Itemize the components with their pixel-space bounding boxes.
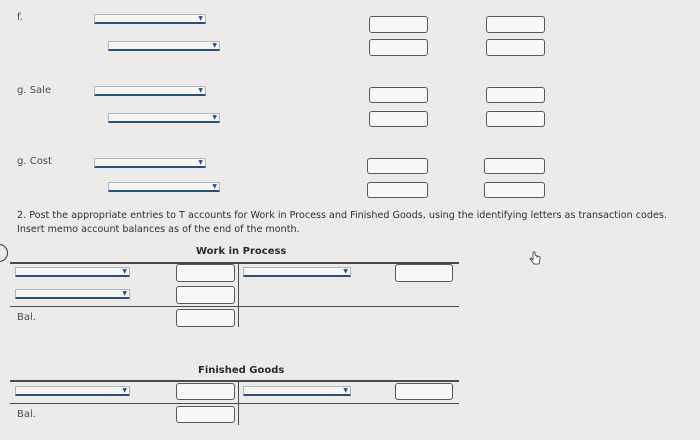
- credit-amount-g-sale-1[interactable]: [486, 87, 545, 103]
- debit-amount-g-cost-1[interactable]: [367, 158, 428, 174]
- chevron-down-icon: ▼: [212, 183, 217, 190]
- chevron-down-icon: ▼: [122, 268, 127, 275]
- fg-balance-amount[interactable]: [176, 406, 235, 423]
- t-account-total-line-fg: [10, 403, 459, 404]
- radio-button-partial[interactable]: [0, 244, 8, 262]
- debit-amount-f-2[interactable]: [369, 39, 428, 56]
- credit-amount-g-cost-1[interactable]: [484, 158, 545, 174]
- debit-amount-f-1[interactable]: [369, 16, 428, 33]
- debit-amount-g-cost-2[interactable]: [367, 182, 428, 198]
- debit-amount-g-sale-1[interactable]: [369, 87, 428, 103]
- chevron-down-icon: ▼: [198, 15, 203, 22]
- chevron-down-icon: ▼: [343, 387, 348, 394]
- t-account-title-fg: Finished Goods: [198, 365, 285, 376]
- chevron-down-icon: ▼: [212, 42, 217, 49]
- t-account-top-line-fg: [10, 380, 459, 382]
- account-dropdown-g-sale-credit[interactable]: [108, 113, 220, 123]
- instruction-line-1: 2. Post the appropriate entries to T accounts for Work in Process and Finished Goods, using the identifying letters as transaction codes.: [17, 210, 667, 221]
- wip-debit-amount-2[interactable]: [176, 286, 235, 304]
- fg-credit-amount-1[interactable]: [395, 383, 453, 400]
- wip-credit-amount-1[interactable]: [395, 264, 453, 282]
- entry-label-g-sale: g. Sale: [17, 85, 52, 96]
- account-dropdown-f-credit[interactable]: [108, 41, 220, 51]
- account-dropdown-g-cost-debit[interactable]: [94, 158, 206, 168]
- entry-label-f: f.: [17, 12, 23, 23]
- debit-amount-g-sale-2[interactable]: [369, 111, 428, 127]
- account-dropdown-g-sale-debit[interactable]: [94, 86, 206, 96]
- instruction-line-2: Insert memo account balances as of the end of the month.: [17, 224, 300, 235]
- credit-amount-g-sale-2[interactable]: [486, 111, 545, 127]
- credit-amount-g-cost-2[interactable]: [484, 182, 545, 198]
- t-account-total-line-wip: [10, 306, 459, 307]
- wip-balance-amount[interactable]: [176, 309, 235, 327]
- account-dropdown-g-cost-credit[interactable]: [108, 182, 220, 192]
- chevron-down-icon: ▼: [212, 114, 217, 121]
- chevron-down-icon: ▼: [343, 268, 348, 275]
- fg-debit-account-dropdown-1[interactable]: [15, 386, 130, 396]
- t-account-top-line-wip: [10, 262, 459, 264]
- t-account-divider-wip: [238, 262, 239, 327]
- fg-credit-account-dropdown-1[interactable]: [243, 386, 351, 396]
- wip-debit-account-dropdown-1[interactable]: [15, 267, 130, 277]
- entry-label-g-cost: g. Cost: [17, 156, 52, 167]
- wip-debit-account-dropdown-2[interactable]: [15, 289, 130, 299]
- chevron-down-icon: ▼: [122, 387, 127, 394]
- wip-balance-label: Bal.: [17, 312, 36, 323]
- instruction-text: [17, 209, 697, 237]
- fg-balance-label: Bal.: [17, 409, 36, 420]
- account-dropdown-f-debit[interactable]: [94, 14, 206, 24]
- chevron-down-icon: ▼: [198, 159, 203, 166]
- chevron-down-icon: ▼: [198, 87, 203, 94]
- chevron-down-icon: ▼: [122, 290, 127, 297]
- t-account-title-wip: Work in Process: [196, 246, 287, 257]
- wip-debit-amount-1[interactable]: [176, 264, 235, 282]
- credit-amount-f-1[interactable]: [486, 16, 545, 33]
- fg-debit-amount-1[interactable]: [176, 383, 235, 400]
- wip-credit-account-dropdown-1[interactable]: [243, 267, 351, 277]
- credit-amount-f-2[interactable]: [486, 39, 545, 56]
- hand-pointer-icon: [528, 251, 542, 267]
